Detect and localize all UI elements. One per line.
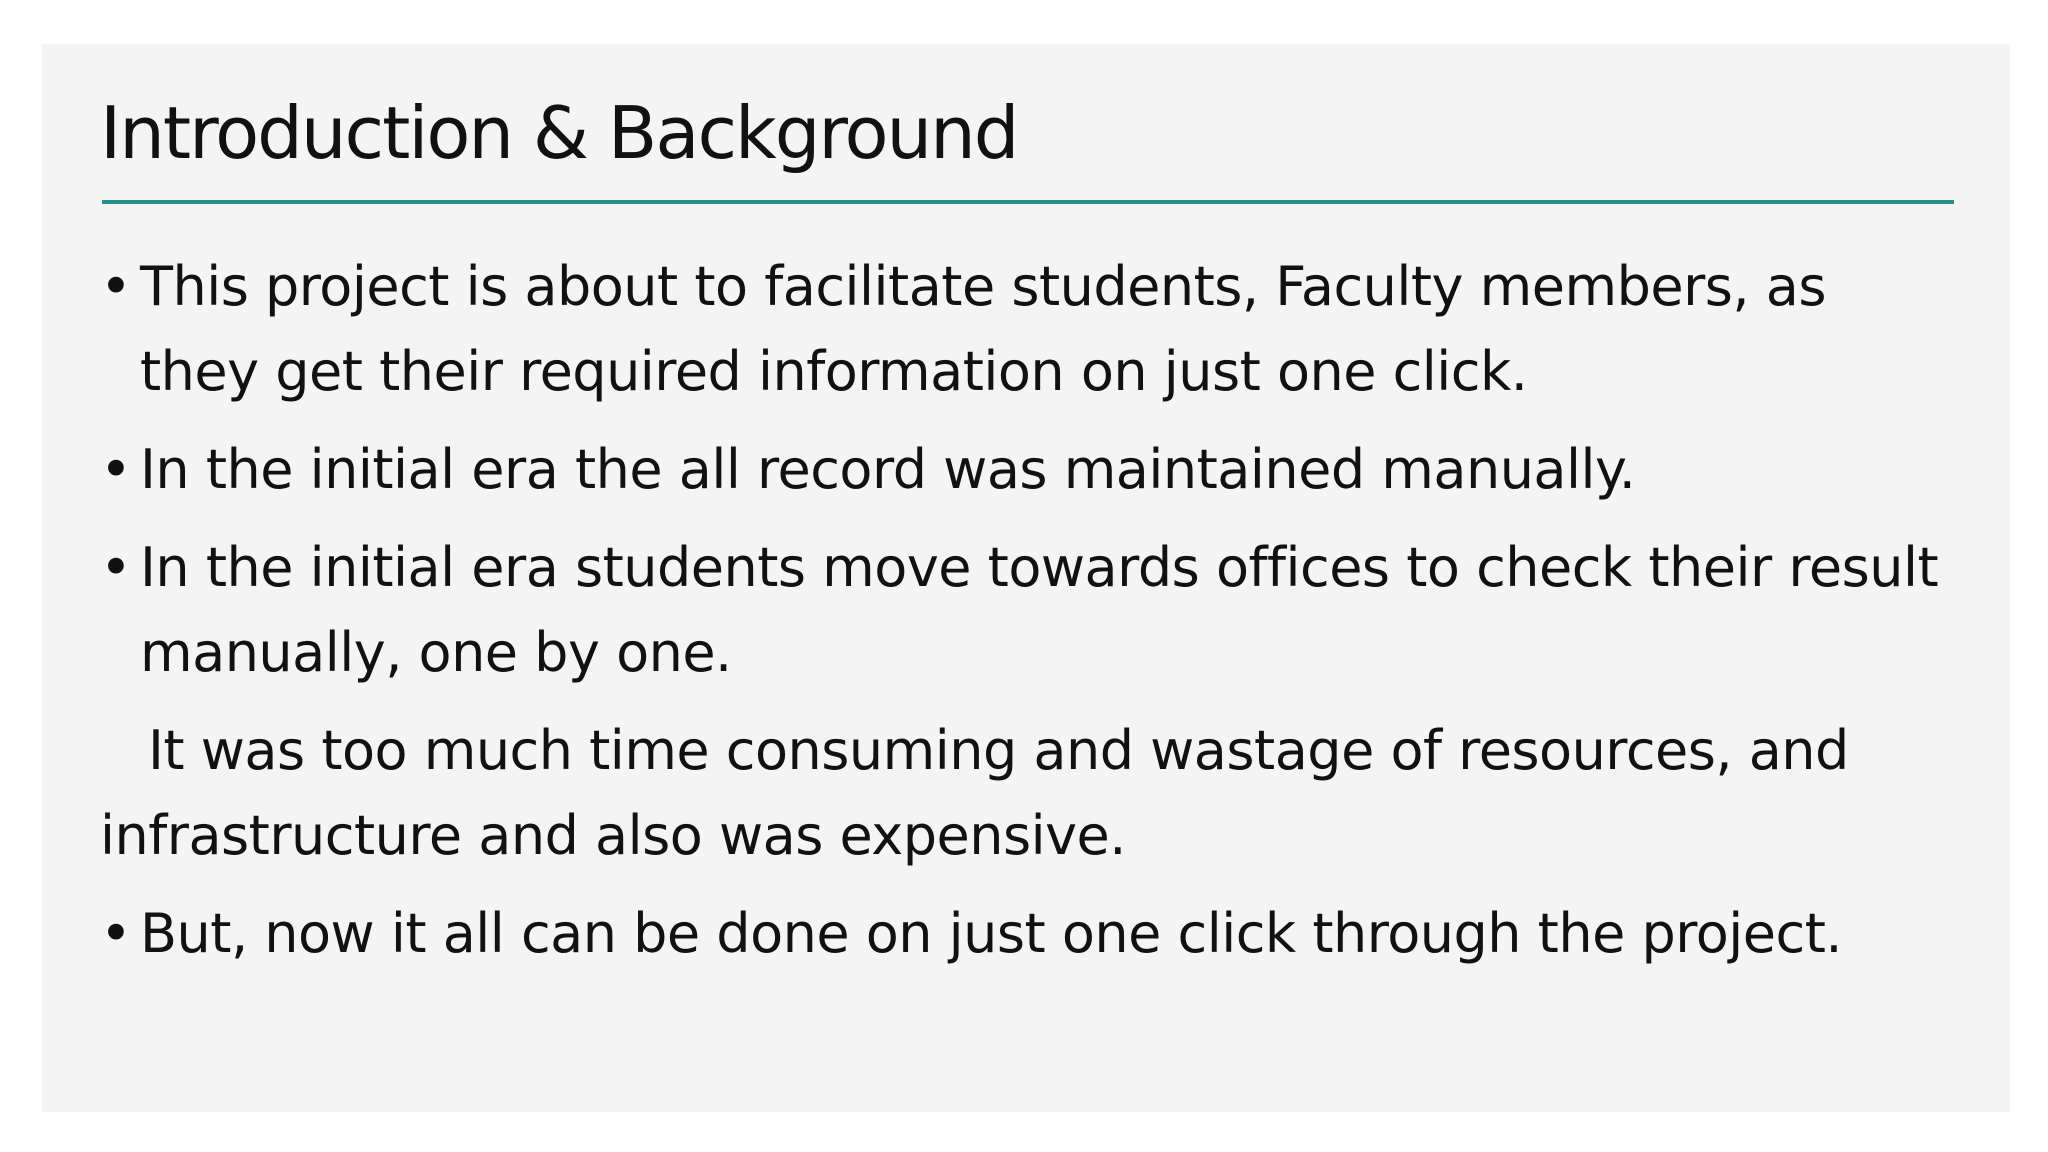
bullet-dot-icon: • <box>100 536 132 599</box>
bullet-text: In the initial era the all record was maintained manually. <box>140 438 1636 501</box>
bullet-dot-icon: • <box>100 438 132 501</box>
bullet-text: But, now it all can be done on just one click through the project. <box>140 902 1843 965</box>
bullet-text: In the initial era students move towards offices to check their result manually, one by one. <box>140 536 1939 684</box>
bullet-dot-icon: • <box>100 902 132 965</box>
bullet-item <box>100 525 1960 695</box>
slide-title: Introduction & Background <box>100 91 1018 175</box>
slide-body <box>100 244 1960 989</box>
bullet-item <box>100 244 1960 414</box>
bullet-dot-icon: • <box>100 255 132 318</box>
title-underline <box>102 200 1954 204</box>
bullet-item <box>100 891 1960 976</box>
body-paragraph <box>100 708 1960 878</box>
slide <box>42 44 2010 1112</box>
bullet-text: This project is about to facilitate students, Faculty members, as they get their required information on just one click. <box>140 255 1826 403</box>
bullet-item <box>100 427 1960 512</box>
paragraph-text: It was too much time consuming and wastage of resources, and infrastructure and also was expensive. <box>100 719 1849 867</box>
